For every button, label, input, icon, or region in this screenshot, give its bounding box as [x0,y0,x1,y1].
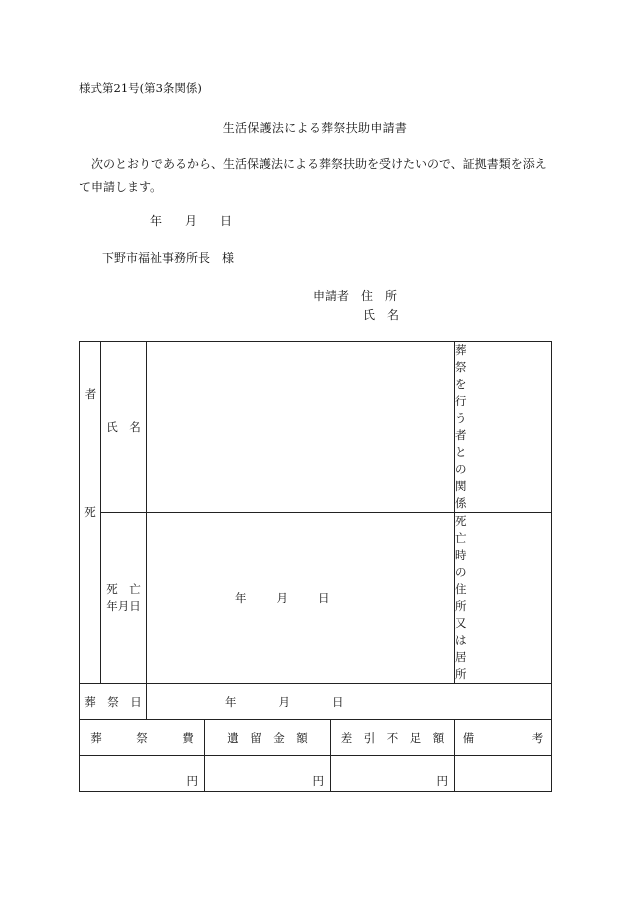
year-label: 年 [150,214,163,228]
applicant-address-label: 申請者 住 所 [313,289,398,303]
remarks-field[interactable] [455,756,552,792]
deceased-label: 死 [80,342,101,684]
funeral-year-label: 年 [225,694,237,709]
address-field[interactable] [455,513,552,684]
funeral-month-label: 月 [278,694,290,709]
death-date-field[interactable] [147,513,455,684]
estate-amount-field[interactable] [205,756,331,792]
funeral-date-field[interactable] [147,684,552,720]
remarks-header: 備 考 [455,720,552,756]
yen-unit: 円 [436,774,448,788]
shortfall-header: 差 引 不 足 額 [331,720,455,756]
funeral-assistance-table: 死 氏 名 葬祭を行う 者との関係 死 亡 年月日 年 月 日 死亡時の住所 又 は 居 所 葬 祭 日 年 月 日 葬 祭 費 遺 留 金 額 差 引 不 足 額 備 考 円 円 円 [79,341,552,792]
yen-unit: 円 [186,774,198,788]
application-date [150,212,232,229]
form-number: 様式第21号(第3条関係) [79,81,202,95]
month-label: 月 [185,214,198,228]
deceased-name-field[interactable] [147,342,455,513]
name-label: 氏 名 [101,342,147,513]
death-day-label: 日 [318,591,330,605]
recipient: 下野市福祉事務所長 様 [102,251,235,265]
estate-amount-header: 遺 留 金 額 [205,720,331,756]
funeral-cost-field[interactable] [80,756,205,792]
funeral-cost-header: 葬 祭 費 [80,720,205,756]
yen-unit: 円 [312,774,324,788]
relation-field[interactable] [455,342,552,513]
funeral-date-label: 葬 祭 日 [80,684,147,720]
funeral-day-label: 日 [332,694,344,709]
document-title: 生活保護法による葬祭扶助申請書 [222,121,408,135]
death-year-label: 年 [235,591,247,605]
shortfall-field[interactable] [331,756,455,792]
deceased-label-2: 者 [84,387,97,401]
death-month-label: 月 [276,591,288,605]
applicant-name-label: 氏 名 [363,308,400,322]
application-statement: 次のとおりであるから、生活保護法による葬祭扶助を受けたいので、証拠書類を添えて申請します。 [79,157,547,194]
day-label: 日 [220,214,233,228]
death-date-label: 死 亡 年月日 [101,513,147,684]
